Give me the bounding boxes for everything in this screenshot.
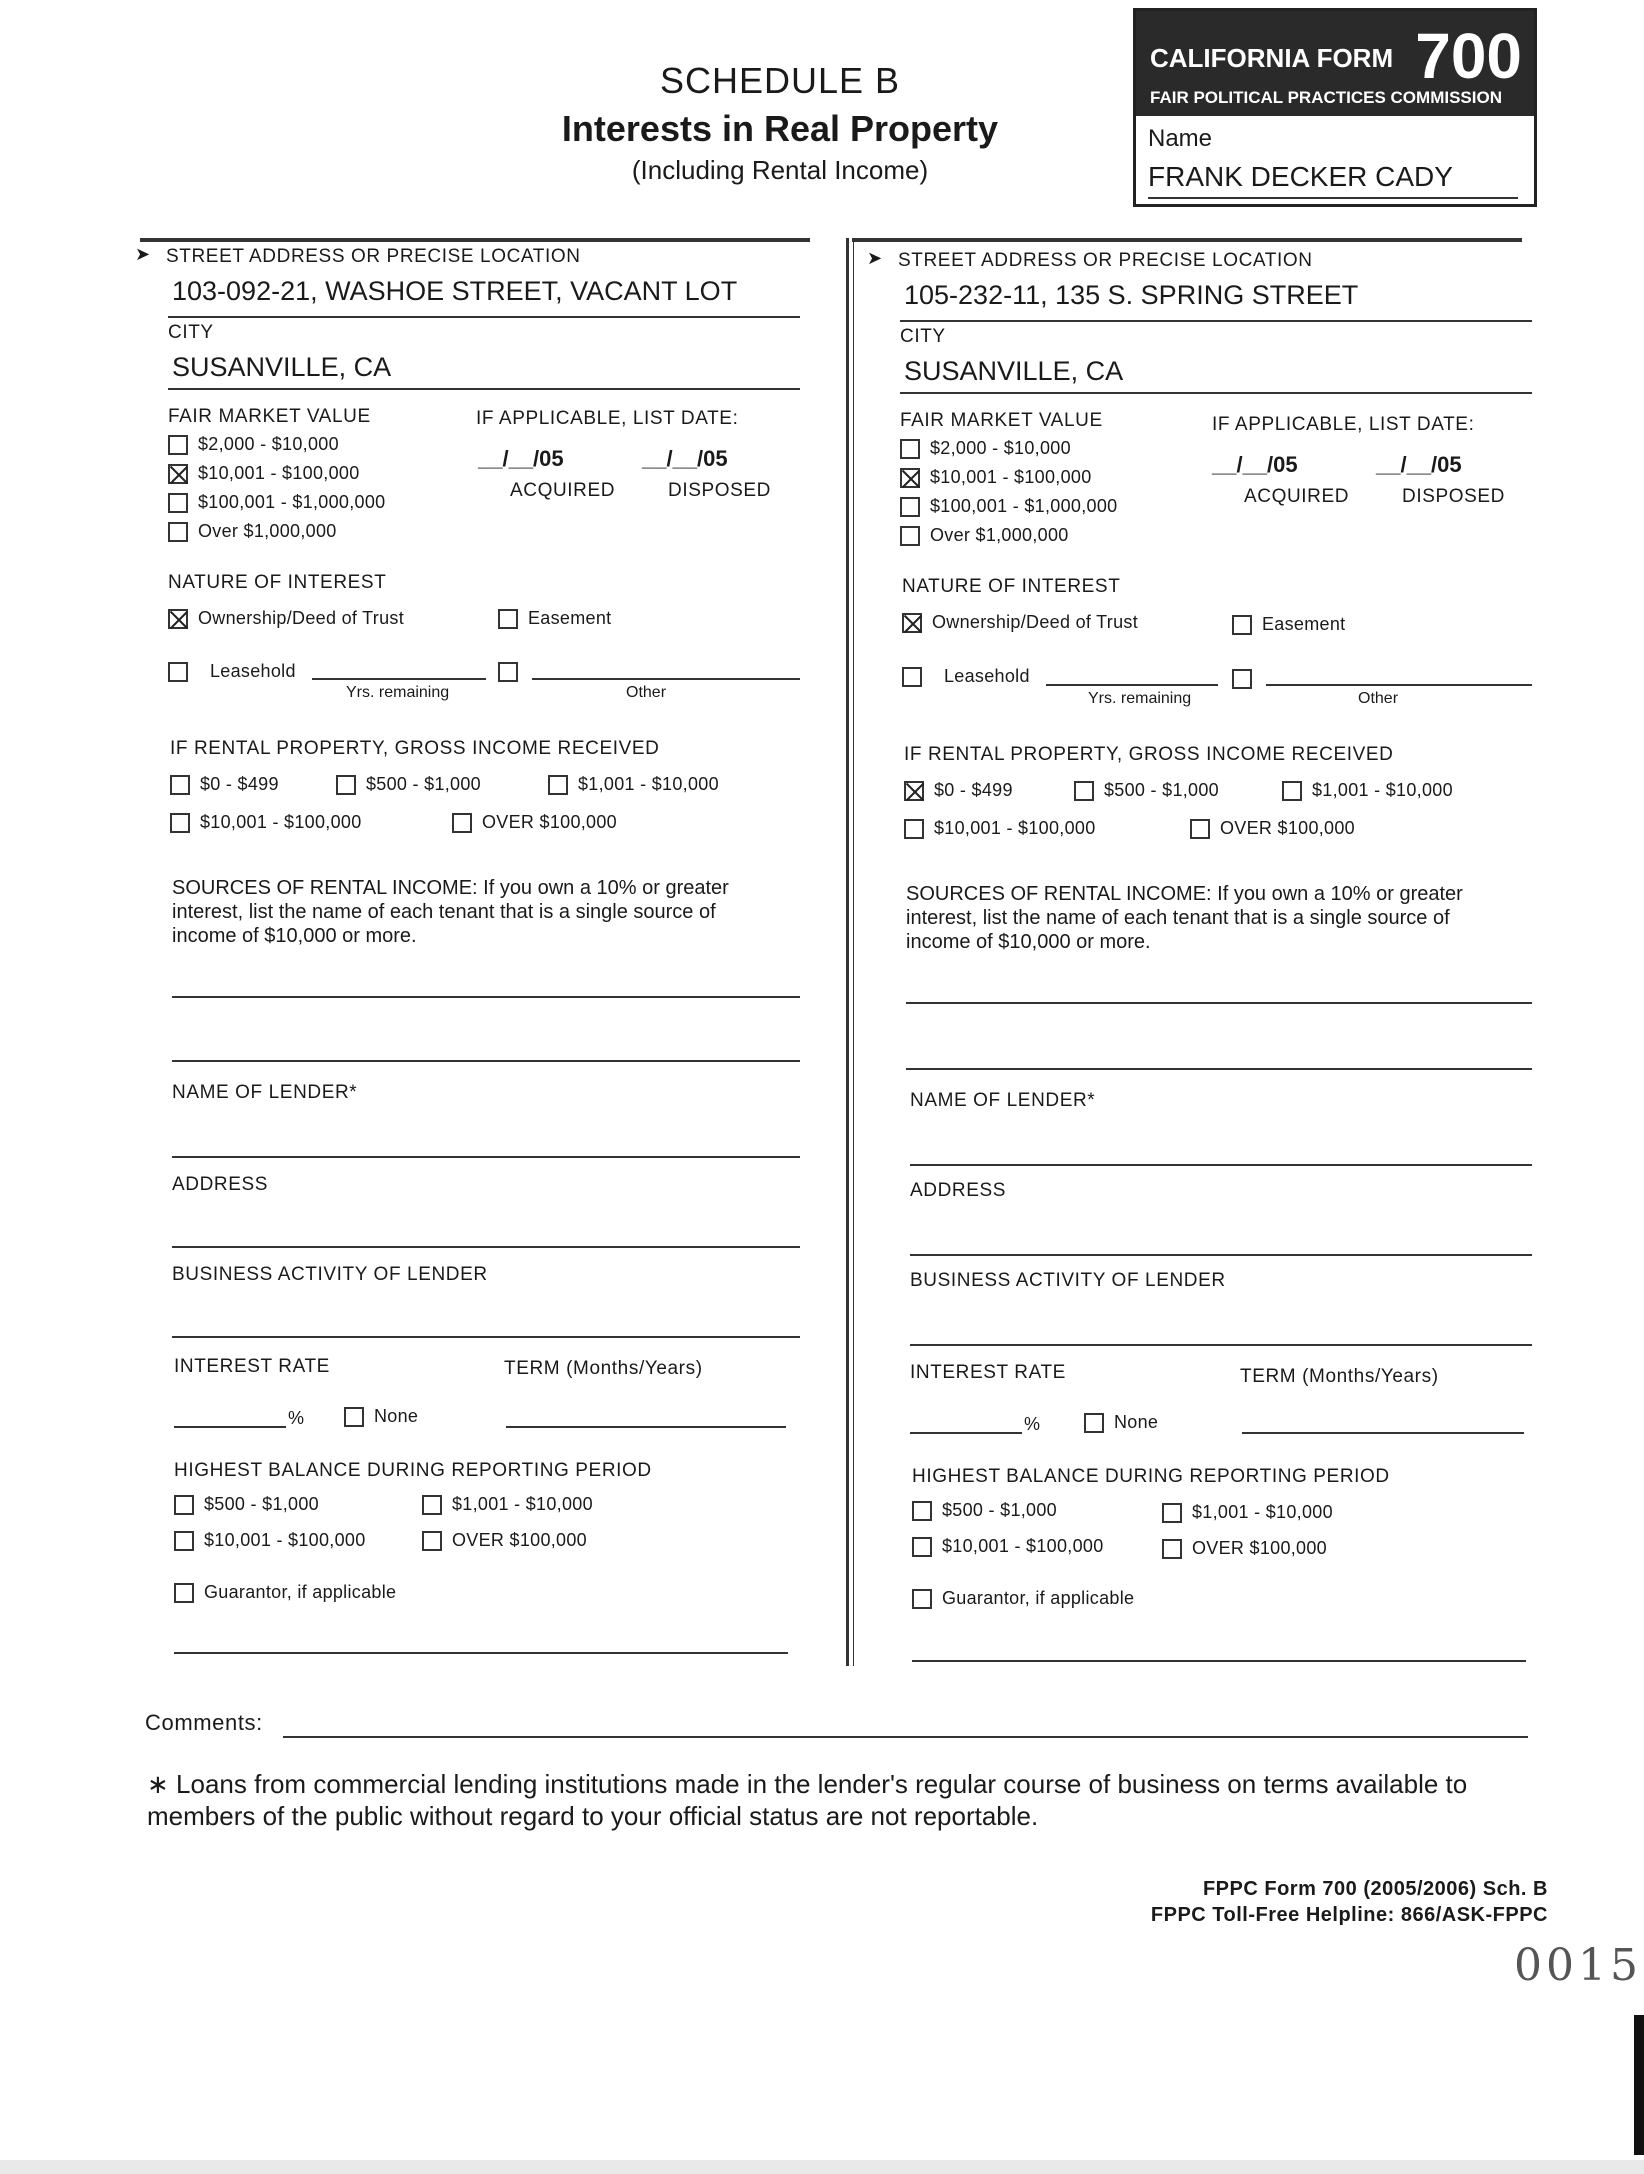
none-option[interactable]: None bbox=[344, 1406, 418, 1427]
fmv-option-2[interactable]: $10,001 - $100,000 bbox=[168, 463, 360, 484]
scan-bottom-edge bbox=[0, 2160, 1644, 2174]
schedule-subtitle: Interests in Real Property bbox=[561, 108, 999, 149]
schedule-title: SCHEDULE B bbox=[659, 60, 901, 101]
city-value[interactable]: SUSANVILLE, CA bbox=[172, 352, 392, 382]
column-divider bbox=[846, 238, 854, 1666]
arrow-marker-icon: ➤ bbox=[867, 248, 883, 268]
checkbox-icon[interactable] bbox=[1162, 1539, 1182, 1559]
checked-checkbox-icon[interactable] bbox=[168, 464, 188, 484]
city-label: CITY bbox=[168, 322, 214, 343]
balance-option-4[interactable]: OVER $100,000 bbox=[422, 1530, 587, 1551]
balance-option-1[interactable]: $500 - $1,000 bbox=[912, 1500, 1057, 1521]
list-date-label: IF APPLICABLE, LIST DATE: bbox=[1212, 414, 1475, 435]
income-option-2[interactable]: $500 - $1,000 bbox=[1074, 780, 1219, 801]
sources-line-1[interactable] bbox=[906, 1002, 1532, 1004]
list-date-label: IF APPLICABLE, LIST DATE: bbox=[476, 408, 739, 429]
fmv-option-3[interactable]: $100,001 - $1,000,000 bbox=[900, 496, 1117, 517]
checkbox-icon[interactable] bbox=[170, 813, 190, 833]
balance-option-3[interactable]: $10,001 - $100,000 bbox=[912, 1536, 1104, 1557]
checkbox-icon[interactable] bbox=[498, 609, 518, 629]
sources-instructions: SOURCES OF RENTAL INCOME: If you own a 10% or greater interest, list the name of each tenant that is a single source of income of $10,000 or more. bbox=[906, 883, 1463, 953]
sources-instructions: SOURCES OF RENTAL INCOME: If you own a 10% or greater interest, list the name of each tenant that is a single source of income of $10,000 or more. bbox=[172, 877, 729, 947]
city-underline bbox=[900, 392, 1532, 394]
income-option-4[interactable]: $10,001 - $100,000 bbox=[904, 818, 1096, 839]
checkbox-icon[interactable] bbox=[548, 775, 568, 795]
checked-checkbox-icon[interactable] bbox=[168, 609, 188, 629]
income-option-3[interactable]: $1,001 - $10,000 bbox=[1282, 780, 1453, 801]
lender-label: NAME OF LENDER* bbox=[172, 1082, 358, 1103]
balance-option-3[interactable]: $10,001 - $100,000 bbox=[174, 1530, 366, 1551]
lender-label: NAME OF LENDER* bbox=[910, 1090, 1096, 1111]
checkbox-icon[interactable] bbox=[900, 439, 920, 459]
business-label: BUSINESS ACTIVITY OF LENDER bbox=[910, 1270, 1226, 1291]
form-number: 700 bbox=[1415, 20, 1522, 92]
checkbox-icon[interactable] bbox=[1232, 615, 1252, 635]
checkbox-icon[interactable] bbox=[912, 1501, 932, 1521]
percent-sign: % bbox=[1024, 1414, 1041, 1434]
checkbox-icon[interactable] bbox=[336, 775, 356, 795]
yrs-remaining-label: Yrs. remaining bbox=[1088, 690, 1192, 707]
nature-label: NATURE OF INTEREST bbox=[902, 576, 1121, 597]
percent-sign: % bbox=[288, 1408, 305, 1428]
checkbox-icon[interactable] bbox=[1282, 781, 1302, 801]
income-option-5[interactable]: OVER $100,000 bbox=[1190, 818, 1355, 839]
easement-option[interactable]: Easement bbox=[1232, 614, 1345, 635]
nature-label: NATURE OF INTEREST bbox=[168, 572, 387, 593]
checkbox-icon[interactable] bbox=[174, 1583, 194, 1603]
address-line[interactable] bbox=[172, 1246, 800, 1248]
checked-checkbox-icon[interactable] bbox=[902, 613, 922, 633]
city-label: CITY bbox=[900, 326, 946, 347]
checkbox-icon[interactable] bbox=[902, 667, 922, 687]
disposed-date[interactable]: __/__/05 bbox=[1376, 452, 1462, 477]
comments-label: Comments: bbox=[145, 1710, 263, 1735]
checkbox-icon[interactable] bbox=[168, 522, 188, 542]
comments-field[interactable] bbox=[283, 1736, 1528, 1738]
guarantor-line[interactable] bbox=[174, 1652, 788, 1654]
leasehold-option[interactable]: Leasehold bbox=[168, 661, 296, 682]
ownership-option[interactable]: Ownership/Deed of Trust bbox=[902, 612, 1138, 633]
business-line[interactable] bbox=[172, 1336, 800, 1338]
fmv-label: FAIR MARKET VALUE bbox=[168, 406, 371, 427]
commission-label: FAIR POLITICAL PRACTICES COMMISSION bbox=[1150, 88, 1502, 107]
checkbox-icon[interactable] bbox=[168, 662, 188, 682]
other-option[interactable] bbox=[1232, 668, 1262, 689]
income-option-3[interactable]: $1,001 - $10,000 bbox=[548, 774, 719, 795]
income-option-1[interactable]: $0 - $499 bbox=[170, 774, 279, 795]
asterisk-icon: ∗ bbox=[147, 1769, 169, 1799]
highest-balance-label: HIGHEST BALANCE DURING REPORTING PERIOD bbox=[912, 1466, 1390, 1487]
sources-line-1[interactable] bbox=[172, 996, 800, 998]
form-band bbox=[1136, 11, 1534, 116]
lender-line[interactable] bbox=[910, 1164, 1532, 1166]
rental-label: IF RENTAL PROPERTY, GROSS INCOME RECEIVED bbox=[170, 738, 660, 759]
balance-option-1[interactable]: $500 - $1,000 bbox=[174, 1494, 319, 1515]
checkbox-icon[interactable] bbox=[174, 1495, 194, 1515]
income-option-4[interactable]: $10,001 - $100,000 bbox=[170, 812, 362, 833]
income-option-2[interactable]: $500 - $1,000 bbox=[336, 774, 481, 795]
form-identifier: FPPC Form 700 (2005/2006) Sch. B bbox=[1202, 1878, 1548, 1900]
checkbox-icon[interactable] bbox=[1162, 1503, 1182, 1523]
other-label: Other bbox=[1358, 690, 1399, 707]
form-header-box bbox=[1133, 8, 1537, 207]
term-line[interactable] bbox=[1242, 1432, 1524, 1434]
city-underline bbox=[168, 388, 800, 390]
checked-checkbox-icon[interactable] bbox=[900, 468, 920, 488]
interest-rate-line[interactable] bbox=[174, 1426, 286, 1428]
interest-rate-label: INTEREST RATE bbox=[910, 1362, 1066, 1383]
checkbox-icon[interactable] bbox=[1190, 819, 1210, 839]
checkbox-icon[interactable] bbox=[498, 662, 518, 682]
arrow-marker-icon: ➤ bbox=[135, 244, 151, 264]
acquired-label: ACQUIRED bbox=[1244, 486, 1350, 507]
term-label: TERM (Months/Years) bbox=[1240, 1366, 1439, 1387]
footnote-text: Loans from commercial lending institutions made in the lender's regular course of business on terms available to members of the public without regard to your official status are not reportable. bbox=[147, 1769, 1468, 1831]
business-label: BUSINESS ACTIVITY OF LENDER bbox=[172, 1264, 488, 1285]
checkbox-icon[interactable] bbox=[422, 1531, 442, 1551]
acquired-date[interactable]: __/__/05 bbox=[1212, 452, 1298, 477]
checkbox-icon[interactable] bbox=[170, 775, 190, 795]
ownership-option[interactable]: Ownership/Deed of Trust bbox=[168, 608, 404, 629]
balance-option-2[interactable]: $1,001 - $10,000 bbox=[1162, 1502, 1333, 1523]
disposed-date[interactable]: __/__/05 bbox=[642, 446, 728, 471]
checkbox-icon[interactable] bbox=[904, 819, 924, 839]
street-value[interactable]: 105-232-11, 135 S. SPRING STREET bbox=[904, 280, 1359, 310]
city-value[interactable]: SUSANVILLE, CA bbox=[904, 356, 1124, 386]
column-top-rule bbox=[852, 238, 1522, 242]
checkbox-icon[interactable] bbox=[422, 1495, 442, 1515]
fmv-option-3[interactable]: $100,001 - $1,000,000 bbox=[168, 492, 385, 513]
other-line bbox=[1266, 684, 1532, 686]
property-column-left bbox=[130, 238, 810, 1668]
guarantor-line[interactable] bbox=[912, 1660, 1526, 1662]
none-option[interactable]: None bbox=[1084, 1412, 1158, 1433]
term-line[interactable] bbox=[506, 1426, 786, 1428]
fmv-label: FAIR MARKET VALUE bbox=[900, 410, 1103, 431]
checked-checkbox-icon[interactable] bbox=[904, 781, 924, 801]
checkbox-icon[interactable] bbox=[344, 1407, 364, 1427]
rental-label: IF RENTAL PROPERTY, GROSS INCOME RECEIVED bbox=[904, 744, 1394, 765]
name-label: Name bbox=[1148, 125, 1213, 152]
property-column-right bbox=[862, 238, 1542, 1668]
guarantor-option[interactable]: Guarantor, if applicable bbox=[174, 1582, 396, 1603]
leasehold-years-line bbox=[312, 678, 486, 680]
yrs-remaining-label: Yrs. remaining bbox=[346, 684, 450, 701]
interest-rate-label: INTEREST RATE bbox=[174, 1356, 330, 1377]
lender-line[interactable] bbox=[172, 1156, 800, 1158]
street-value[interactable]: 103-092-21, WASHOE STREET, VACANT LOT bbox=[172, 276, 738, 306]
fmv-option-1[interactable]: $2,000 - $10,000 bbox=[168, 434, 339, 455]
street-label: STREET ADDRESS OR PRECISE LOCATION bbox=[898, 250, 1313, 271]
checkbox-icon[interactable] bbox=[1232, 669, 1252, 689]
fmv-option-4[interactable]: Over $1,000,000 bbox=[900, 525, 1069, 546]
fmv-option-4[interactable]: Over $1,000,000 bbox=[168, 521, 337, 542]
disposed-label: DISPOSED bbox=[668, 480, 771, 501]
acquired-label: ACQUIRED bbox=[510, 480, 616, 501]
checkbox-icon[interactable] bbox=[1074, 781, 1094, 801]
checkbox-icon[interactable] bbox=[1084, 1413, 1104, 1433]
schedule-subtitle-note: (Including Rental Income) bbox=[631, 155, 929, 185]
checkbox-icon[interactable] bbox=[174, 1531, 194, 1551]
checkbox-icon[interactable] bbox=[900, 526, 920, 546]
fmv-option-2[interactable]: $10,001 - $100,000 bbox=[900, 467, 1092, 488]
form-label: CALIFORNIA FORM bbox=[1150, 43, 1394, 73]
street-underline bbox=[900, 320, 1532, 322]
address-line[interactable] bbox=[910, 1254, 1532, 1256]
interest-rate-line[interactable] bbox=[910, 1432, 1022, 1434]
column-top-rule bbox=[140, 238, 810, 242]
sources-line-2[interactable] bbox=[172, 1060, 800, 1062]
page-number: 0015 bbox=[1514, 1940, 1642, 1991]
income-option-1[interactable]: $0 - $499 bbox=[904, 780, 1013, 801]
balance-option-4[interactable]: OVER $100,000 bbox=[1162, 1538, 1327, 1559]
other-label: Other bbox=[626, 684, 667, 701]
easement-option[interactable]: Easement bbox=[498, 608, 611, 629]
name-field[interactable]: FRANK DECKER CADY bbox=[1148, 161, 1518, 199]
address-label: ADDRESS bbox=[910, 1180, 1007, 1201]
business-line[interactable] bbox=[910, 1344, 1532, 1346]
address-label: ADDRESS bbox=[172, 1174, 269, 1195]
term-label: TERM (Months/Years) bbox=[504, 1358, 703, 1379]
checkbox-icon[interactable] bbox=[912, 1537, 932, 1557]
acquired-date[interactable]: __/__/05 bbox=[478, 446, 564, 471]
sources-line-2[interactable] bbox=[906, 1068, 1532, 1070]
other-option[interactable] bbox=[498, 661, 528, 682]
balance-option-2[interactable]: $1,001 - $10,000 bbox=[422, 1494, 593, 1515]
income-option-5[interactable]: OVER $100,000 bbox=[452, 812, 617, 833]
street-label: STREET ADDRESS OR PRECISE LOCATION bbox=[166, 246, 581, 267]
highest-balance-label: HIGHEST BALANCE DURING REPORTING PERIOD bbox=[174, 1460, 652, 1481]
street-underline bbox=[168, 316, 800, 318]
guarantor-option[interactable]: Guarantor, if applicable bbox=[912, 1588, 1134, 1609]
checkbox-icon[interactable] bbox=[452, 813, 472, 833]
disposed-label: DISPOSED bbox=[1402, 486, 1505, 507]
leasehold-option[interactable]: Leasehold bbox=[902, 666, 1030, 687]
helpline: FPPC Toll-Free Helpline: 866/ASK-FPPC bbox=[1150, 1904, 1548, 1926]
checkbox-icon[interactable] bbox=[168, 435, 188, 455]
checkbox-icon[interactable] bbox=[912, 1589, 932, 1609]
checkbox-icon[interactable] bbox=[168, 493, 188, 513]
scan-edge-mark bbox=[1634, 2015, 1644, 2155]
fmv-option-1[interactable]: $2,000 - $10,000 bbox=[900, 438, 1071, 459]
other-line bbox=[532, 678, 800, 680]
footnote bbox=[147, 1768, 1547, 1832]
checkbox-icon[interactable] bbox=[900, 497, 920, 517]
leasehold-years-line bbox=[1046, 684, 1218, 686]
